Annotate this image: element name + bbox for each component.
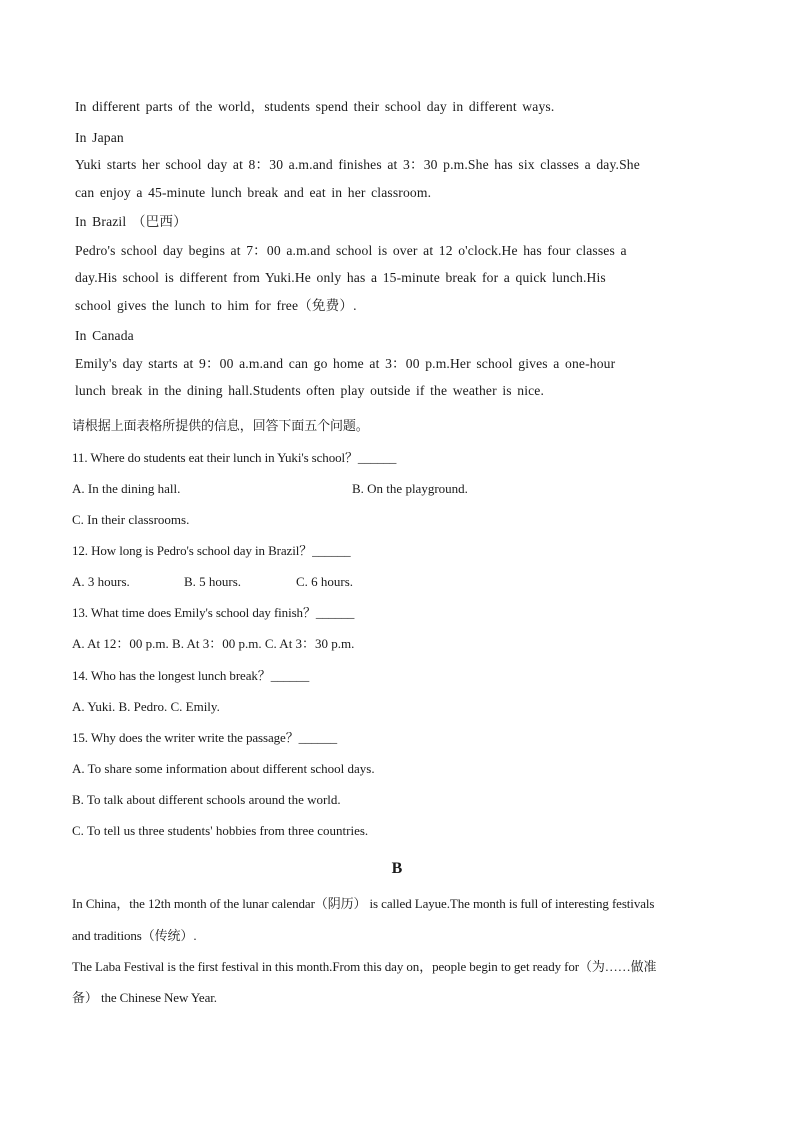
section-b-title: B <box>391 860 403 877</box>
brazil-line-2: day.His school is different from Yuki.He only has a 15-minute break for a quick lunch.His <box>75 270 606 285</box>
q12-option-c: C. 6 hours. <box>296 574 354 589</box>
passage-b-line-1: In China，the 12th month of the lunar calendar（阴历） is called Layue.The month is full of interesting festivals <box>72 896 655 911</box>
question-15: 15. Why does the writer write the passage？______ <box>72 730 338 745</box>
brazil-line-3: school gives the lunch to him for free（免费）. <box>75 298 357 313</box>
q11-option-c: C. In their classrooms. <box>72 512 190 527</box>
question-11: 11. Where do students eat their lunch in Yuki's school？______ <box>72 450 397 465</box>
q11-option-a: A. In the dining hall. <box>72 481 181 496</box>
instruction-text: 请根据上面表格所提供的信息，回答下面五个问题。 <box>72 418 369 433</box>
q12-option-b: B. 5 hours. <box>184 574 242 589</box>
q15-option-b: B. To talk about different schools around the world. <box>72 792 341 807</box>
heading-brazil: In Brazil （巴西） <box>75 214 187 229</box>
question-13: 13. What time does Emily's school day finish？______ <box>72 605 355 620</box>
q11-option-b: B. On the playground. <box>352 481 468 496</box>
japan-line-2: can enjoy a 45-minute lunch break and eat in her classroom. <box>75 185 432 200</box>
q15-option-a: A. To share some information about different school days. <box>72 761 375 776</box>
passage-intro: In different parts of the world，students spend their school day in different ways. <box>75 99 555 114</box>
canada-line-1: Emily's day starts at 9：00 a.m.and can go home at 3：00 p.m.Her school gives a one-hour <box>75 356 616 371</box>
question-14: 14. Who has the longest lunch break？______ <box>72 668 310 683</box>
q12-option-a: A. 3 hours. <box>72 574 130 589</box>
japan-line-1: Yuki starts her school day at 8：30 a.m.and finishes at 3：30 p.m.She has six classes a day.She <box>75 157 640 172</box>
passage-b-line-3: The Laba Festival is the first festival in this month.From this day on，people begin to get ready for（为……做准 <box>72 959 657 974</box>
canada-line-2: lunch break in the dining hall.Students often play outside if the weather is nice. <box>75 383 545 398</box>
q15-option-c: C. To tell us three students' hobbies from three countries. <box>72 823 369 838</box>
passage-b-line-4: 备） the Chinese New Year. <box>72 990 217 1005</box>
brazil-line-1: Pedro's school day begins at 7：00 a.m.and school is over at 12 o'clock.He has four classes a <box>75 243 627 258</box>
heading-canada: In Canada <box>75 328 134 343</box>
q14-options: A. Yuki. B. Pedro. C. Emily. <box>72 699 220 714</box>
passage-b-line-2: and traditions（传统）. <box>72 928 197 943</box>
q13-options: A. At 12：00 p.m. B. At 3：00 p.m. C. At 3：30 p.m. <box>72 636 355 651</box>
heading-japan: In Japan <box>75 130 124 145</box>
question-12: 12. How long is Pedro's school day in Brazil？______ <box>72 543 351 558</box>
